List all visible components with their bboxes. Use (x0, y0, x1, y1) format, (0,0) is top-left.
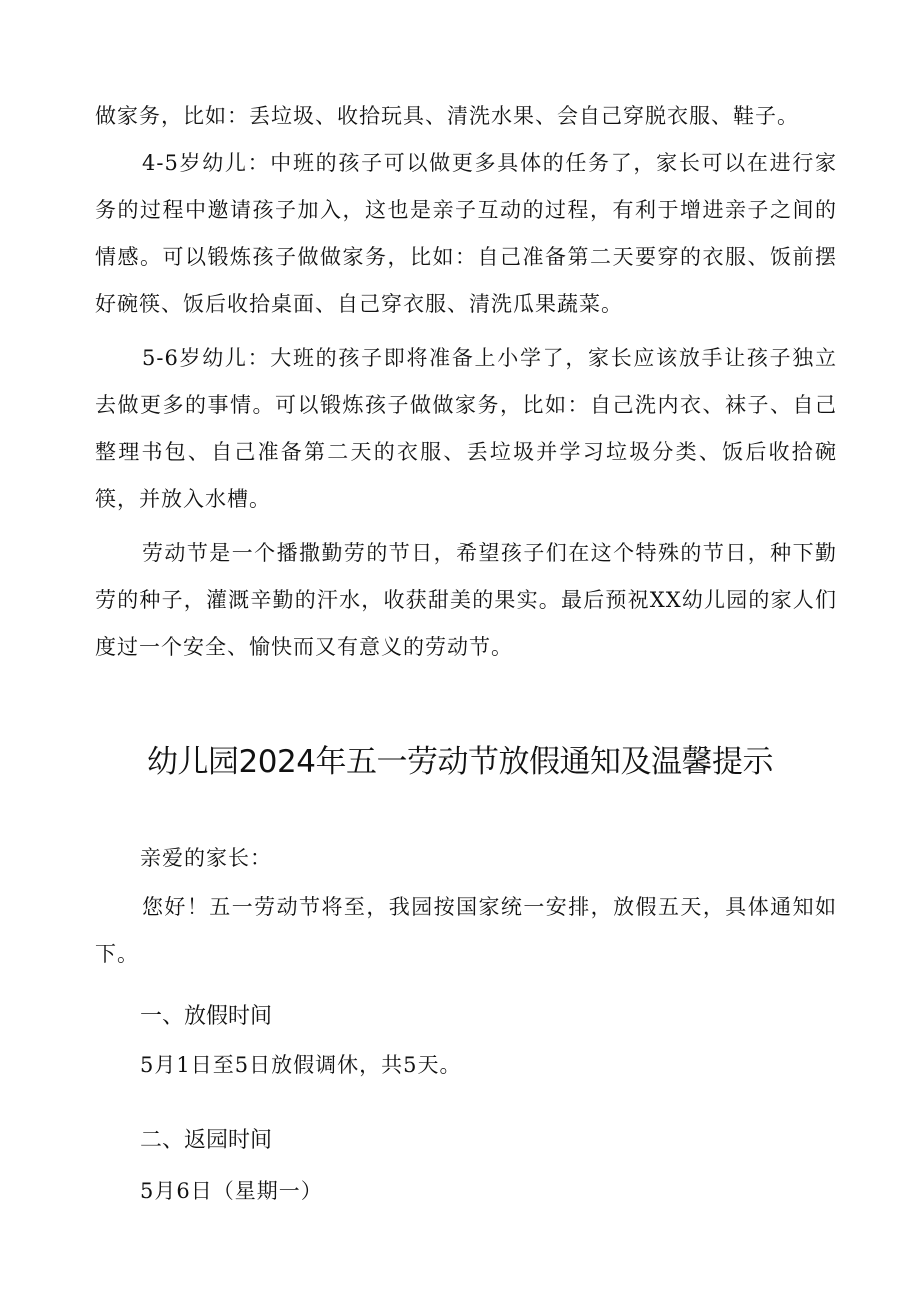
holiday-time-text: 5月1日至5日放假调休，共5天。 (140, 1053, 462, 1077)
paragraph-labor-day-wishes: 劳动节是一个播撒勤劳的节日，希望孩子们在这个特殊的节日，种下勤劳的种子，灌溉辛勤的汗水，收获甜美的果实。最后预祝XX幼儿园的家人们度过一个安全、愉快而又有意义的劳动节。 (95, 541, 837, 659)
paragraph-household-chores-intro: 做家务，比如：丢垃圾、收拾玩具、清洗水果、会自己穿脱衣服、鞋子。 (95, 104, 799, 128)
notice-title: 幼儿园2024年五一劳动节放假通知及温馨提示 (147, 744, 773, 780)
salutation: 亲爱的家长： (140, 846, 272, 870)
return-time-text: 5月6日（星期一） (140, 1179, 323, 1203)
paragraph-age-5-6: 5-6岁幼儿：大班的孩子即将准备上小学了，家长应该放手让孩子独立去做更多的事情。可以锻炼孩子做做家务，比如：自己洗内衣、袜子、自己整理书包、自己准备第二天的衣服、丢垃圾并学习垃圾分类、饭后收拾碗筷，并放入水槽。 (95, 346, 837, 511)
intro-paragraph: 您好！五一劳动节将至，我园按国家统一安排，放假五天，具体通知如下。 (95, 895, 837, 966)
paragraph-age-4-5: 4-5岁幼儿：中班的孩子可以做更多具体的任务了，家长可以在进行家务的过程中邀请孩子加入，这也是亲子互动的过程，有利于增进亲子之间的情感。可以锻炼孩子做做家务，比如：自己准备第二天要穿的衣服、饭前摆好碗筷、饭后收拾桌面、自己穿衣服、清洗瓜果蔬菜。 (95, 151, 837, 316)
section-heading-return-time: 二、返园时间 (140, 1128, 273, 1153)
section-heading-holiday-time: 一、放假时间 (140, 1004, 273, 1029)
